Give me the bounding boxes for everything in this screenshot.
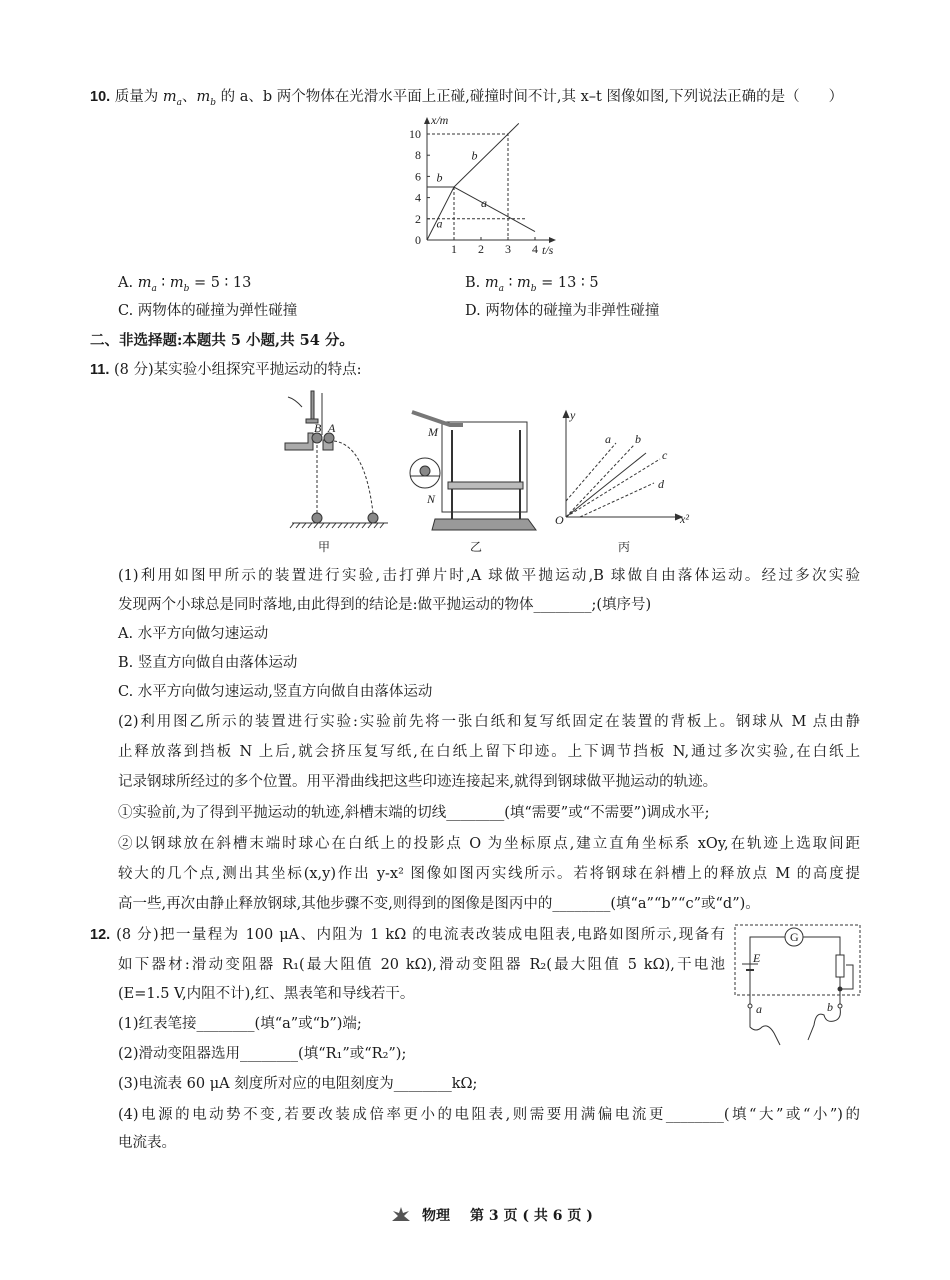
symbol: m: [169, 275, 184, 291]
option-a: [118, 273, 251, 299]
x-tick-label: 1: [451, 242, 457, 256]
y-tick-label: 0: [415, 233, 421, 247]
logo-icon: [390, 1205, 412, 1225]
caption-bing: 丙: [618, 540, 631, 554]
option-b: [465, 273, 599, 299]
caption-jia: 甲: [318, 540, 331, 554]
x-tick-label: 2: [478, 242, 484, 256]
q12-text: (3)电流表 60 μA 刻度所对应的电阻刻度为________kΩ;: [118, 1076, 478, 1092]
series-label-a: a: [436, 216, 443, 231]
footer-subject: 物理: [422, 1208, 450, 1224]
text: B.: [465, 275, 485, 291]
circuit-diagram: [730, 915, 870, 1055]
symbol: m: [162, 89, 177, 105]
caption-yi: 乙: [470, 540, 483, 554]
footer-page: 第 3 页 ( 共 6 页 ): [470, 1208, 593, 1224]
q12-text: (4)电源的电动势不变,若要改装成倍率更小的电阻表,则需要用满偏电流更________(填“大”或“小”)的: [118, 1107, 860, 1123]
symbol: a: [176, 97, 183, 108]
q12-text: 电流表。: [118, 1135, 176, 1151]
x-axis-label: t/s: [542, 243, 554, 257]
terminal-b-label: b: [827, 1000, 833, 1014]
symbol: a: [151, 283, 157, 294]
origin-label: O: [555, 513, 564, 527]
text: 质量为: [110, 89, 163, 105]
emf-label: E: [753, 951, 761, 965]
line-label-b: b: [635, 432, 641, 446]
question-number: 10.: [90, 89, 111, 105]
q11-text: 高一些,再次由静止释放钢球,其他步骤不变,则得到的图像是图丙中的________(填“a”“b”“c”或“d”)。: [118, 896, 760, 912]
q11-text: (2)利用图乙所示的装置进行实验:实验前先将一张白纸和复写纸固定在装置的背板上。钢球从 M 点由静: [118, 714, 860, 730]
q11-choice: C. 水平方向做匀速运动,竖直方向做自由落体运动: [118, 684, 433, 700]
line-label-c: c: [662, 448, 668, 462]
question-number: 12.: [90, 927, 111, 943]
label-n: N: [427, 492, 436, 506]
line-label-d: d: [658, 477, 664, 491]
terminal-a-label: a: [756, 1002, 762, 1016]
y-axis-label: x/m: [431, 113, 449, 127]
label-m: M: [428, 425, 438, 439]
symbol: m: [484, 275, 499, 291]
series-line-a: [427, 187, 535, 240]
symbol: b: [183, 283, 190, 294]
text: = 13 ∶ 5: [536, 275, 599, 291]
q11-stem: [90, 360, 362, 380]
x-tick-label: 4: [532, 242, 538, 256]
text: (8 分)某实验小组探究平抛运动的特点:: [109, 362, 362, 378]
y-tick-label: 8: [415, 148, 421, 163]
label-ball-a: A: [328, 421, 336, 435]
q11-text: 较大的几个点,测出其坐标(x,y)作出 y-x² 图像如图丙实线所示。若将钢球在斜槽上的释放点 M 的高度提: [118, 866, 860, 882]
text: ∶: [504, 275, 517, 291]
q12-text: (E=1.5 V,内阻不计),红、黑表笔和导线若干。: [118, 986, 415, 1002]
symbol: m: [137, 275, 152, 291]
text: = 5 ∶ 13: [189, 275, 252, 291]
y-axis-arrow: [424, 117, 430, 124]
q11-choice: B. 竖直方向做自由落体运动: [118, 655, 298, 671]
axis-x-label: x²: [680, 512, 689, 526]
section-heading: 二、非选择题:本题共 5 小题,共 54 分。: [90, 332, 354, 349]
symbol: m: [196, 89, 211, 105]
q12-text: 如下器材:滑动变阻器 R₁(最大阻值 20 kΩ),滑动变阻器 R₂(最大阻值 5 kΩ),干电池: [118, 957, 725, 973]
q12-stem: [90, 925, 725, 945]
text: ∶: [156, 275, 170, 291]
q11-text: (1)利用如图甲所示的装置进行实验,击打弹片时,A 球做平抛运动,B 球做自由落体运动。经过多次实验: [118, 568, 860, 584]
q11-figures: [270, 385, 710, 555]
x-tick-label: 3: [505, 242, 511, 256]
page-footer: [390, 1205, 593, 1225]
symbol: a: [498, 283, 504, 294]
series-label-b: b: [436, 170, 443, 185]
question-number: 11.: [90, 362, 110, 378]
axis-y-label: y: [570, 408, 576, 422]
series-label-b: b: [471, 148, 478, 163]
q12-text: (2)滑动变阻器选用________(填“R₁”或“R₂”);: [118, 1046, 407, 1062]
y-tick-label: 10: [409, 127, 421, 141]
q12-text: (1)红表笔接________(填“a”或“b”)端;: [118, 1016, 362, 1032]
y-tick-label: 4: [415, 190, 421, 205]
symbol: b: [530, 283, 537, 294]
q10-stem: [90, 87, 860, 113]
text: (8 分)把一量程为 100 μA、内阻为 1 kΩ 的电流表改装成电阻表,电路如图所示,现备有: [110, 927, 725, 943]
figure-bing: [563, 411, 682, 520]
galvanometer-label: G: [790, 930, 799, 944]
y-tick-label: 2: [415, 211, 421, 226]
q11-text: 止释放落到挡板 N 上后,就会挤压复写纸,在白纸上留下印迹。上下调节挡板 N,通过多次实验,在白纸上: [118, 744, 860, 760]
q11-text: ②以钢球放在斜槽末端时球心在白纸上的投影点 O 为坐标原点,建立直角坐标系 xOy,在轨迹上选取间距: [118, 836, 860, 852]
xt-graph: [400, 110, 570, 260]
q11-choice: A. 水平方向做匀速运动: [118, 626, 269, 642]
label-ball-b: B: [314, 421, 322, 435]
q11-text: 记录钢球所经过的多个位置。用平滑曲线把这些印迹连接起来,就得到钢球做平抛运动的轨迹。: [118, 774, 718, 790]
q11-text: 发现两个小球总是同时落地,由此得到的结论是:做平抛运动的物体________;(填序号): [118, 597, 652, 613]
text: A.: [118, 275, 138, 291]
y-tick-label: 6: [415, 169, 421, 184]
option-d: D. 两物体的碰撞为非弹性碰撞: [465, 303, 660, 319]
symbol: m: [517, 275, 531, 291]
q11-text: ①实验前,为了得到平抛运动的轨迹,斜槽末端的切线________(填“需要”或“不需要”)调成水平;: [118, 805, 710, 821]
text: 的 a、b 两个物体在光滑水平面上正碰,碰撞时间不计,其 x–t 图像如图,下列说法正确的是（ ）: [216, 89, 844, 105]
line-label-a: a: [605, 432, 611, 446]
symbol: b: [210, 97, 217, 108]
figure-jia: [285, 391, 388, 528]
option-c: C. 两物体的碰撞为弹性碰撞: [118, 303, 298, 319]
series-label-a: a: [481, 196, 487, 211]
text: 、: [182, 89, 197, 105]
